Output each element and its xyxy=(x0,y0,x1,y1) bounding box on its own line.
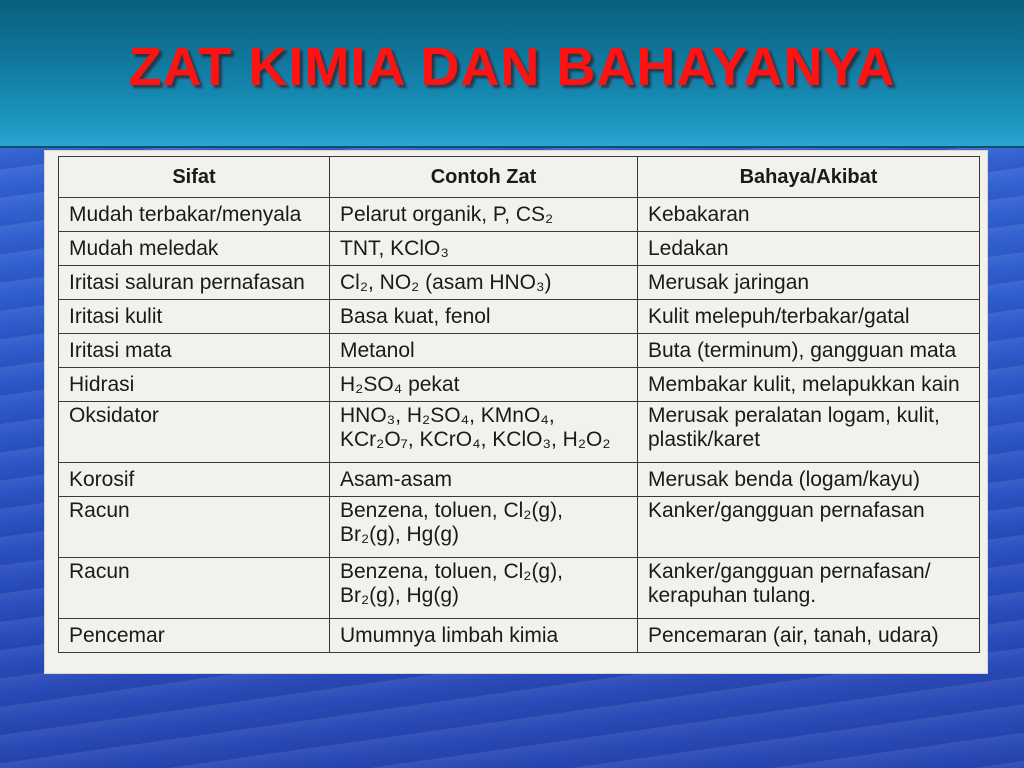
cell-bahaya xyxy=(638,619,980,653)
cell-line: Cl₂, NO₂ (asam HNO₃) xyxy=(340,270,552,294)
table-row xyxy=(59,402,980,463)
cell-line: plastik/karet xyxy=(648,428,761,451)
table-row xyxy=(59,266,980,300)
cell-contoh-zat xyxy=(330,334,638,368)
header-sifat: Sifat xyxy=(59,157,330,198)
cell-contoh-zat xyxy=(330,232,638,266)
cell-bahaya xyxy=(638,463,980,497)
cell-line: Merusak peralatan logam, kulit, xyxy=(648,404,940,427)
cell-line: Pelarut organik, P, CS₂ xyxy=(340,202,554,226)
cell-contoh-zat xyxy=(330,463,638,497)
cell-bahaya xyxy=(638,402,980,463)
cell-sifat: Racun xyxy=(59,558,330,619)
table-row xyxy=(59,558,980,619)
cell-line: Kanker/gangguan pernafasan xyxy=(648,499,925,522)
table-body xyxy=(59,198,980,653)
cell-line: Kulit melepuh/terbakar/gatal xyxy=(648,304,910,328)
cell-line: Basa kuat, fenol xyxy=(340,304,491,328)
cell-line: H₂SO₄ pekat xyxy=(340,372,460,396)
hazard-table xyxy=(58,156,980,653)
cell-contoh-zat xyxy=(330,497,638,558)
cell-sifat: Mudah terbakar/menyala xyxy=(59,198,330,232)
cell-line: Asam-asam xyxy=(340,467,453,491)
cell-line: Br₂(g), Hg(g) xyxy=(340,584,459,607)
table-row xyxy=(59,497,980,558)
table-row xyxy=(59,368,980,402)
cell-line: Membakar kulit, melapukkan kain xyxy=(648,372,960,396)
cell-sifat: Racun xyxy=(59,497,330,558)
title-bar xyxy=(0,0,1024,148)
cell-line: Merusak benda (logam/kayu) xyxy=(648,467,920,491)
cell-bahaya xyxy=(638,300,980,334)
cell-sifat: Iritasi saluran pernafasan xyxy=(59,266,330,300)
table-row xyxy=(59,463,980,497)
cell-bahaya xyxy=(638,198,980,232)
cell-sifat: Iritasi mata xyxy=(59,334,330,368)
cell-contoh-zat xyxy=(330,198,638,232)
cell-sifat: Korosif xyxy=(59,463,330,497)
cell-line: TNT, KClO₃ xyxy=(340,236,449,260)
cell-line: Benzena, toluen, Cl₂(g), xyxy=(340,560,563,583)
table-header-row xyxy=(59,157,980,198)
cell-sifat: Pencemar xyxy=(59,619,330,653)
slide-title: ZAT KIMIA DAN BAHAYANYA xyxy=(128,37,896,97)
cell-contoh-zat xyxy=(330,619,638,653)
header-bahaya: Bahaya/Akibat xyxy=(638,157,980,198)
cell-line: KCr₂O₇, KCrO₄, KClO₃, H₂O₂ xyxy=(340,428,611,451)
cell-sifat: Oksidator xyxy=(59,402,330,463)
cell-sifat: Iritasi kulit xyxy=(59,300,330,334)
cell-line: Br₂(g), Hg(g) xyxy=(340,523,459,546)
cell-line: Buta (terminum), gangguan mata xyxy=(648,338,957,362)
cell-bahaya xyxy=(638,368,980,402)
table-row xyxy=(59,232,980,266)
cell-bahaya xyxy=(638,497,980,558)
cell-contoh-zat xyxy=(330,266,638,300)
table-row xyxy=(59,198,980,232)
cell-bahaya xyxy=(638,266,980,300)
cell-line: Pencemaran (air, tanah, udara) xyxy=(648,623,939,647)
cell-line: Merusak jaringan xyxy=(648,270,810,294)
cell-bahaya xyxy=(638,558,980,619)
cell-line: kerapuhan tulang. xyxy=(648,584,817,607)
cell-contoh-zat xyxy=(330,402,638,463)
cell-line: Benzena, toluen, Cl₂(g), xyxy=(340,499,563,522)
cell-line: Ledakan xyxy=(648,236,729,260)
cell-line: Umumnya limbah kimia xyxy=(340,623,559,647)
cell-line: Metanol xyxy=(340,338,415,362)
cell-bahaya xyxy=(638,334,980,368)
scanned-table-image xyxy=(44,150,988,674)
table-row xyxy=(59,300,980,334)
cell-line: HNO₃, H₂SO₄, KMnO₄, xyxy=(340,404,555,427)
cell-bahaya xyxy=(638,232,980,266)
cell-contoh-zat xyxy=(330,300,638,334)
cell-line: Kanker/gangguan pernafasan/ xyxy=(648,560,931,583)
header-contoh-zat: Contoh Zat xyxy=(330,157,638,198)
cell-line: Kebakaran xyxy=(648,202,750,226)
table-row xyxy=(59,619,980,653)
cell-sifat: Hidrasi xyxy=(59,368,330,402)
table-row xyxy=(59,334,980,368)
cell-contoh-zat xyxy=(330,558,638,619)
cell-sifat: Mudah meledak xyxy=(59,232,330,266)
cell-contoh-zat xyxy=(330,368,638,402)
